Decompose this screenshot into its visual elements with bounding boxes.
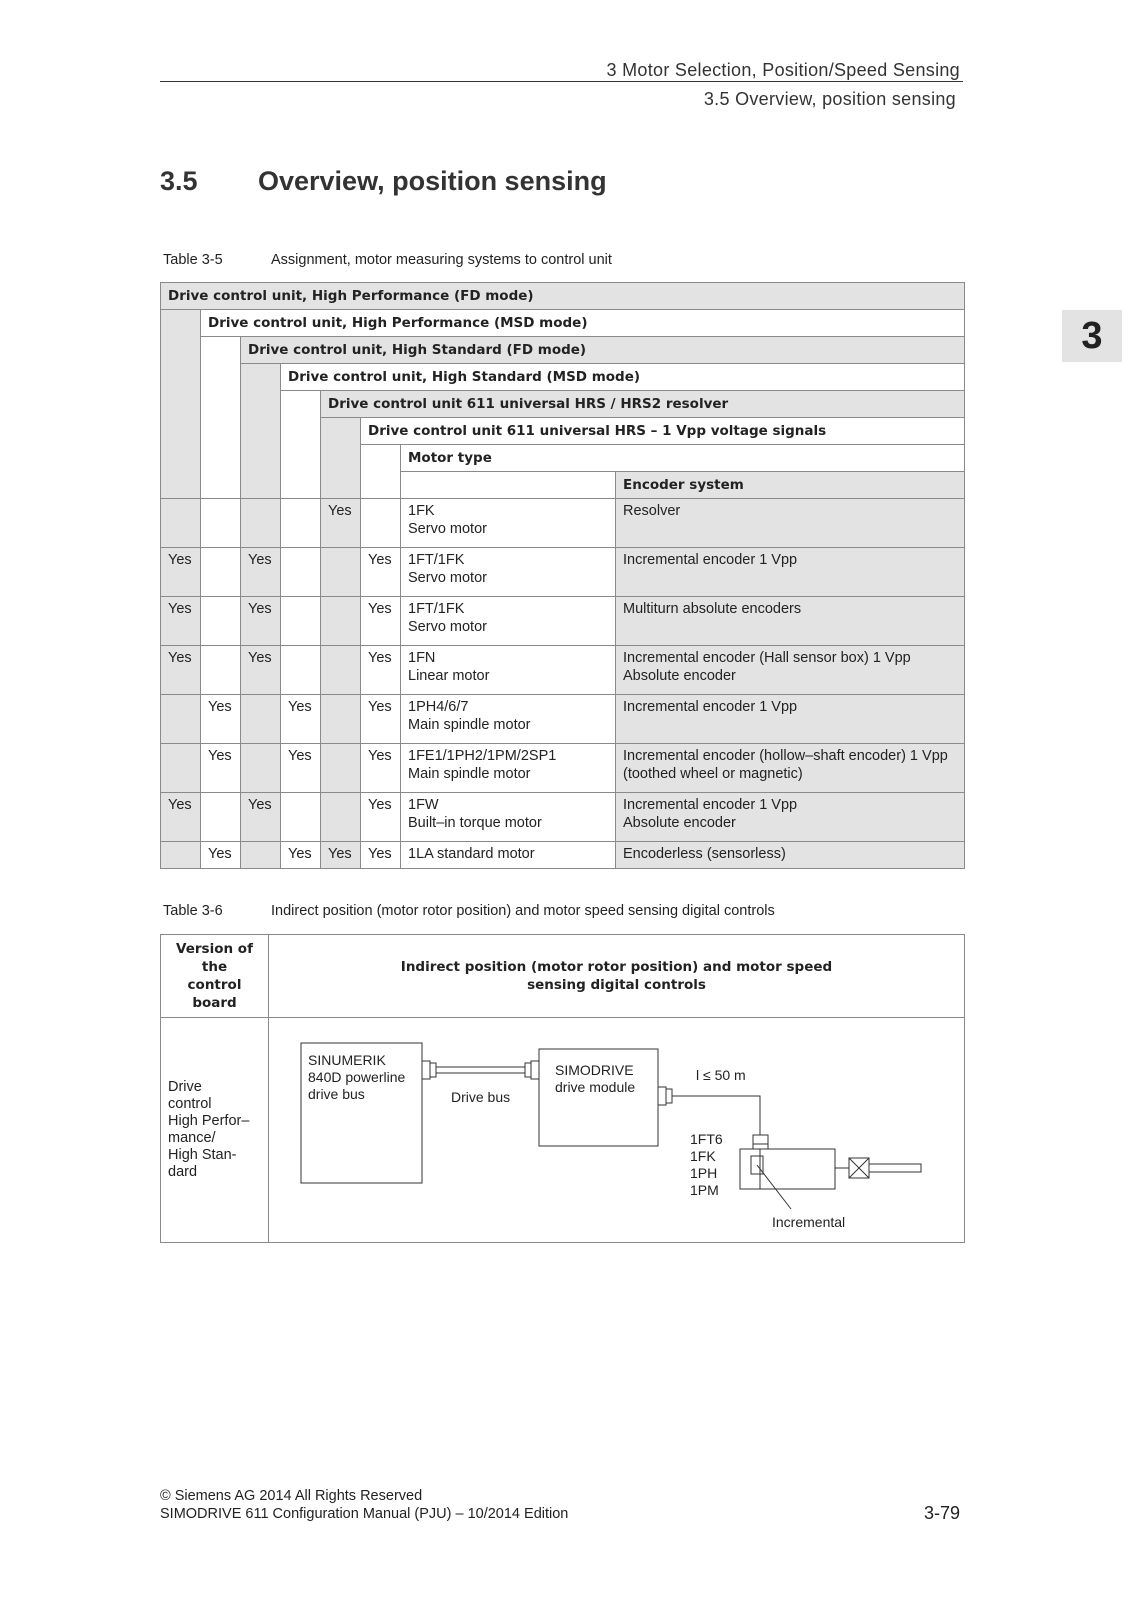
connector-sinumerik-inner	[430, 1063, 436, 1077]
control-board-version: Drive control High Perfor– mance/ High Stan- dard	[161, 1018, 269, 1243]
incremental-label: Incremental	[772, 1214, 846, 1230]
sinumerik-label-3: drive bus	[308, 1086, 365, 1102]
table2-caption-label: Table 3-6	[163, 903, 223, 919]
incremental-pointer	[757, 1165, 791, 1209]
footer-copyright: © Siemens AG 2014 All Rights Reserved	[160, 1488, 423, 1504]
connector-sinumerik	[422, 1061, 430, 1079]
running-header-section: 3.5 Overview, position sensing	[703, 89, 956, 109]
table-motor-measuring-systems	[160, 282, 965, 869]
header-611-resolver: Drive control unit 611 universal HRS / HRS2 resolver	[321, 391, 965, 418]
encoder-cable	[672, 1096, 760, 1135]
table2-caption-text: Indirect position (motor rotor position) and motor speed sensing digital controls	[271, 903, 775, 919]
header-611-vpp: Drive control unit 611 universal HRS – 1 Vpp voltage signals	[361, 418, 965, 445]
connector-encoder-module-inner	[666, 1089, 672, 1103]
cable-length-label: l ≤ 50 m	[696, 1067, 746, 1083]
header-encoder-system: Encoder system	[616, 472, 965, 499]
table-row: Yes Yes Yes 1FN Linear motor Incremental encoder (Hall sensor box) 1 Vpp Absolute encoder	[161, 646, 965, 695]
header-motor-type: Motor type	[401, 445, 965, 472]
table-row: Yes Yes Yes 1FT/1FK Servo motor Incremental encoder 1 Vpp	[161, 548, 965, 597]
table-row: Yes Yes Yes Yes 1LA standard motor Encoderless (sensorless)	[161, 842, 965, 869]
chapter-tab-number: 3	[1081, 315, 1103, 357]
connection-diagram	[269, 1019, 965, 1241]
table-row: Yes Yes Yes 1FW Built–in torque motor Incremental encoder 1 Vpp Absolute encoder	[161, 793, 965, 842]
diagram-cell	[269, 1018, 965, 1243]
sinumerik-label-1: SINUMERIK	[308, 1052, 386, 1068]
table-row: Yes Yes Yes 1FE1/1PH2/1PM/2SP1 Main spindle motor Incremental encoder (hollow–shaft encoder) 1 Vpp (toothed wheel or magnetic)	[161, 744, 965, 793]
simodrive-label-2: drive module	[555, 1079, 636, 1095]
simodrive-label-1: SIMODRIVE	[555, 1062, 634, 1078]
drive-bus-label: Drive bus	[451, 1089, 511, 1105]
footer-manual-title: SIMODRIVE 611 Configuration Manual (PJU) – 10/2014 Edition	[160, 1506, 569, 1522]
connector-module-inner	[525, 1063, 531, 1077]
page-number: 3-79	[923, 1503, 960, 1523]
table-row: Yes Yes Yes 1FT/1FK Servo motor Multiturn absolute encoders	[161, 597, 965, 646]
connector-motor-lower	[753, 1144, 768, 1149]
section-title: Overview, position sensing	[258, 166, 607, 196]
header-indirect-position: Indirect position (motor rotor position) and motor speed sensing digital controls	[269, 935, 965, 1018]
motor-label-1pm: 1PM	[690, 1182, 719, 1198]
table1-caption-label: Table 3-5	[163, 252, 223, 268]
connector-encoder-module	[658, 1087, 666, 1105]
header-hs-fd: Drive control unit, High Standard (FD mode)	[241, 337, 965, 364]
sinumerik-label-2: 840D powerline	[308, 1069, 406, 1085]
header-hp-fd: Drive control unit, High Performance (FD mode)	[161, 283, 965, 310]
table1-caption-text: Assignment, motor measuring systems to control unit	[271, 252, 612, 268]
motor-label-1ft6: 1FT6	[690, 1131, 723, 1147]
header-hs-msd: Drive control unit, High Standard (MSD mode)	[281, 364, 965, 391]
header-hp-msd: Drive control unit, High Performance (MSD mode)	[201, 310, 965, 337]
section-number: 3.5	[160, 166, 198, 196]
header-rule	[160, 81, 963, 82]
motor-label-1ph: 1PH	[690, 1165, 718, 1181]
connector-module	[531, 1061, 539, 1079]
encoder-housing	[740, 1149, 760, 1189]
connector-motor	[753, 1135, 768, 1144]
table-row: Yes 1FK Servo motor Resolver	[161, 499, 965, 548]
motor-label-1fk: 1FK	[690, 1148, 716, 1164]
table-row: Yes Yes Yes 1PH4/6/7 Main spindle motor Incremental encoder 1 Vpp	[161, 695, 965, 744]
shaft-icon	[869, 1164, 921, 1172]
table-indirect-position-sensing	[160, 934, 965, 1243]
header-control-board-version: Version of the control board	[161, 935, 269, 1018]
running-header-chapter: 3 Motor Selection, Position/Speed Sensing	[606, 60, 960, 80]
